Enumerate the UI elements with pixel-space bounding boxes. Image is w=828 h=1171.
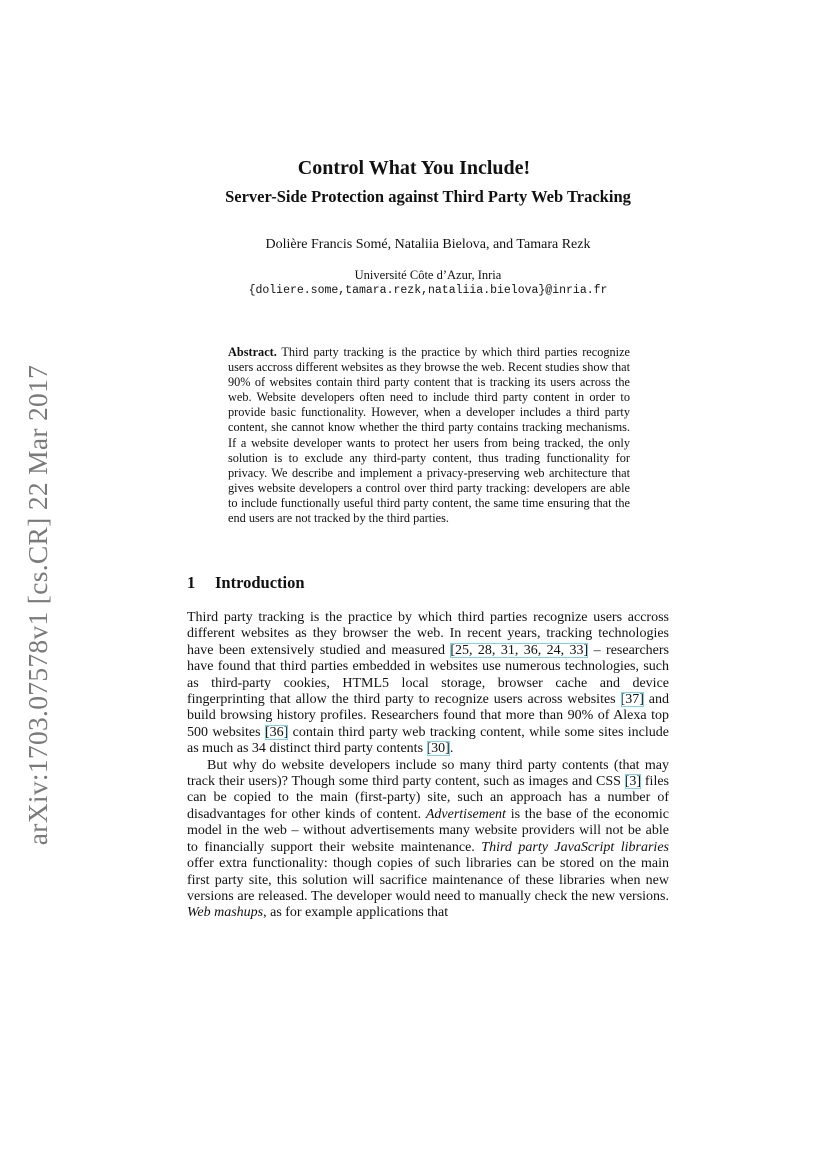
text-run: is the base of the economic model in the web – without advertisements many website providers will not be able to financially support their website maintenance. — [187, 806, 669, 855]
citation-link[interactable]: [36] — [264, 724, 289, 740]
text-run: , as for example applications that — [263, 905, 449, 921]
paragraph — [187, 610, 669, 758]
abstract-label: Abstract. — [228, 345, 277, 359]
text-run: and build browsing history profiles. Researchers found that more than 90% of Alexa top 500 websites — [187, 692, 670, 740]
paper-subtitle: Server-Side Protection against Third Party Web Tracking — [225, 187, 631, 206]
text-run: offer extra functionality: though copies of such libraries can be stored on the main first party site, this solution will sacrifice maintenance of these libraries when new versions are released. The developer would need to manually check the new versions. — [187, 856, 669, 904]
text-run: files can be copied to the main (first-party) site, such an approach has a number of disadvantages for other kinds of content. — [187, 774, 669, 822]
abstract — [228, 345, 630, 526]
section-title: Introduction — [215, 573, 305, 592]
text-run: But why do website developers include so many third party contents (that may track their users)? Though some third party content, such as images and CSS — [187, 757, 669, 790]
arxiv-identifier-text: arXiv:1703.07578v1 [cs.CR] 22 Mar 2017 — [22, 364, 54, 846]
citation-link[interactable]: [30] — [426, 741, 450, 757]
section-number: 1 — [187, 573, 196, 592]
text-run: contain third party web tracking content, while some sites include as much as 34 distinct third party contents — [187, 724, 669, 757]
text-run: – researchers have found that third parties embedded in websites use numerous technologies, such as third-party cookies, HTML5 local storage, browser cache and device fingerprinting that allow the third party to recognize users across websites — [187, 642, 670, 708]
emphasis: Advertisement — [425, 806, 506, 822]
emphasis: Third party JavaScript libraries — [481, 839, 669, 855]
paper-title: Control What You Include! — [297, 157, 531, 179]
paragraph — [187, 758, 669, 922]
author-affiliation: Université Côte d’Azur, Inria — [354, 268, 502, 282]
citation-link[interactable]: [3] — [624, 774, 642, 790]
citation-link[interactable]: [25, 28, 31, 36, 24, 33] — [450, 642, 589, 658]
citation-link[interactable]: [37] — [620, 692, 644, 708]
abstract-text: Third party tracking is the practice by which third parties recognize users accross different websites as they browse the web. Recent studies show that 90% of websites contain third party content that is tracking its users across the web. Website developers often need to include third party content in order to provide basic functionality. However, when a developer includes a third party content, she cannot know whether the third party contains tracking mechanisms. If a website developer wants to protect her users from being tracked, the only solution is to exclude any third-party content, thus trading functionality for privacy. We describe and implement a privacy-preserving web architecture that gives website developers a control over third party tracking: developers are able to include functionally useful third party content, the same time ensuring that the end users are not tracked by the third parties. — [228, 345, 630, 526]
introduction-body — [187, 610, 669, 922]
section-heading-introduction — [187, 573, 305, 593]
author-emails: {doliere.some,tamara.rezk,nataliia.bielova}@inria.fr — [248, 284, 608, 297]
text-run: Third party tracking is the practice by which third parties recognize users accross different websites as they browser the web. In recent years, tracking technologies have been extensively studied and measured — [187, 610, 669, 658]
author-list: Dolière Francis Somé, Nataliia Bielova, and Tamara Rezk — [265, 237, 591, 252]
emphasis: Web mashups — [187, 905, 264, 921]
arxiv-identifier-stamp — [8, 360, 68, 850]
text-run: . — [449, 741, 454, 757]
